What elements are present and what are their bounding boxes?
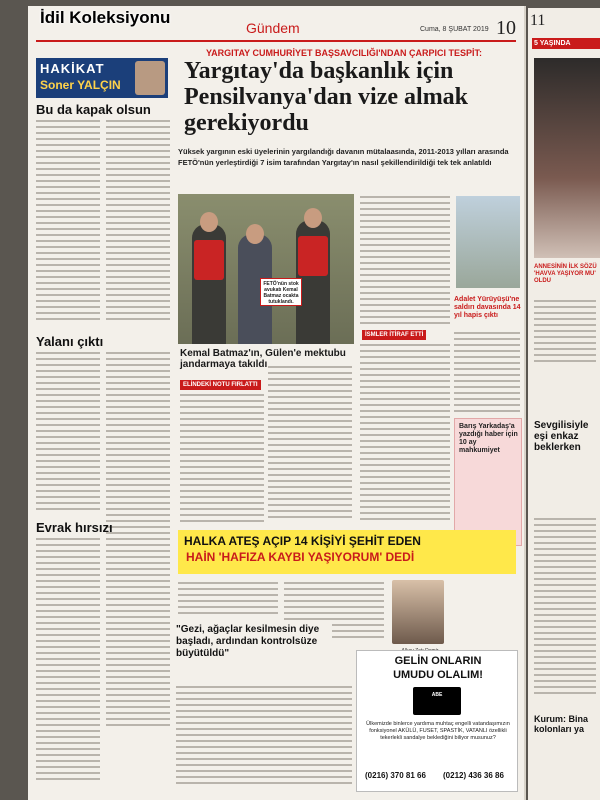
charity-ad	[356, 650, 518, 792]
column-heading-1: Bu da kapak olsun	[36, 102, 151, 117]
column-text-3	[36, 352, 100, 516]
header-divider	[36, 40, 516, 42]
ad-headline-2: UMUDU OLALIM!	[393, 669, 483, 681]
story2-title: Kemal Batmaz'ın, Gülen'e mektubu jandarmaya takıldı	[180, 348, 346, 370]
page-number: 10	[496, 17, 516, 39]
column-text-1	[36, 120, 100, 330]
ad-body: Ülkemizde binlerce yardıma muhtaç engelli vatandaşımızın fonksiyonel AKÜLÜ, FUSET, SPASTİK, VATANLI özellikli tekerlekli sandalye beklediğini biliyor musunuz?	[366, 721, 510, 741]
story-text-3	[360, 196, 450, 326]
headline-banner	[178, 530, 516, 574]
next-page-head-2: Sevgilisiyle eşi enkaz beklerken	[534, 420, 589, 453]
story-subhead: ELİNDEKİ NOTU FIRLATTI	[180, 380, 261, 390]
next-page-head-1: ANNESİNİN İLK SÖZÜ 'HAVVA YAŞIYOR MU' OLDU	[534, 264, 597, 284]
ad-logo: ABE	[413, 687, 461, 715]
story-text-2	[268, 366, 352, 524]
story-kicker: YARGITAY CUMHURİYET BAŞSAVCILIĞI'NDAN ÇARPICI TESPİT:	[206, 48, 483, 58]
column-text-2	[106, 120, 170, 330]
next-page-head-3: Kurum: Bina kolonları ya	[534, 714, 588, 734]
column-heading-2: Yalanı çıktı	[36, 334, 104, 349]
column-author: Soner YALÇIN	[40, 78, 121, 92]
author-photo	[135, 61, 165, 95]
column-brand: HAKİKAT	[40, 61, 105, 76]
highlight-title: Barış Yarkadaş'a yazdığı haber için 10 ay mahkumiyet	[459, 423, 518, 454]
column-text-5	[36, 538, 100, 788]
person-photo	[392, 580, 444, 644]
highlight-box	[454, 418, 522, 546]
story-text-1	[180, 394, 264, 524]
watermark: İdil Koleksiyonu	[40, 8, 171, 27]
banner-text-1	[178, 582, 278, 620]
main-headline: Yargıtay'da başkanlık için Pensilvanya'dan vize almak gerekiyordu	[184, 58, 469, 136]
column-header	[36, 58, 168, 98]
banner-line-1: HALKA ATEŞ AÇIP 14 KİŞİYİ ŞEHİT EDEN	[184, 534, 421, 548]
section-title: Gündem	[246, 20, 300, 36]
next-page-number: 11	[530, 12, 546, 29]
story-photo	[178, 194, 354, 344]
story-deck: Yüksek yargının eski üyelerinin yargılandığı davanın mütalaasında, 2011-2013 yılları arasında FETÖ'nün yerleştirdiği 7 isim tarafından Yargıtay'ın nasıl şekillendirildiği tek tek anlatıldı	[178, 147, 509, 167]
next-page-photo	[534, 58, 600, 258]
sidebar-label: İSMLER İTİRAF ETTİ	[362, 330, 426, 340]
photo-caption: FETÖ'nün stok avukatı Kemal Batmaz ocakta tutuklandı.	[260, 278, 302, 306]
side-story-text	[454, 332, 520, 414]
march-photo	[456, 196, 520, 288]
quote-text	[176, 686, 352, 792]
quote-title: "Gezi, ağaçlar kesilmesin diye başladı, ardından kontrolsüze büyütüldü"	[176, 624, 320, 659]
next-page-text-2	[534, 518, 596, 698]
column-heading-3: Evrak hırsızı	[36, 520, 113, 535]
next-page-tag: 5 YAŞINDA	[532, 38, 600, 49]
page-date: Cuma, 8 ŞUBAT 2019	[420, 26, 489, 33]
column-text-4	[106, 352, 170, 732]
ad-headline-1: GELİN ONLARIN	[394, 655, 482, 667]
next-page	[528, 8, 600, 800]
side-story-title: Adalet Yürüyüşü'ne saldırı davasında 14 yıl hapis çıktı	[454, 296, 521, 319]
next-page-text-1	[534, 300, 596, 366]
newspaper-page	[28, 6, 526, 800]
ad-phone-1: (0216) 370 81 66	[365, 771, 426, 780]
ad-phone-2: (0212) 436 36 86	[443, 771, 504, 780]
story-text-4	[360, 344, 450, 524]
banner-line-2: HAİN 'HAFIZA KAYBI YAŞIYORUM' DEDİ	[186, 550, 415, 564]
